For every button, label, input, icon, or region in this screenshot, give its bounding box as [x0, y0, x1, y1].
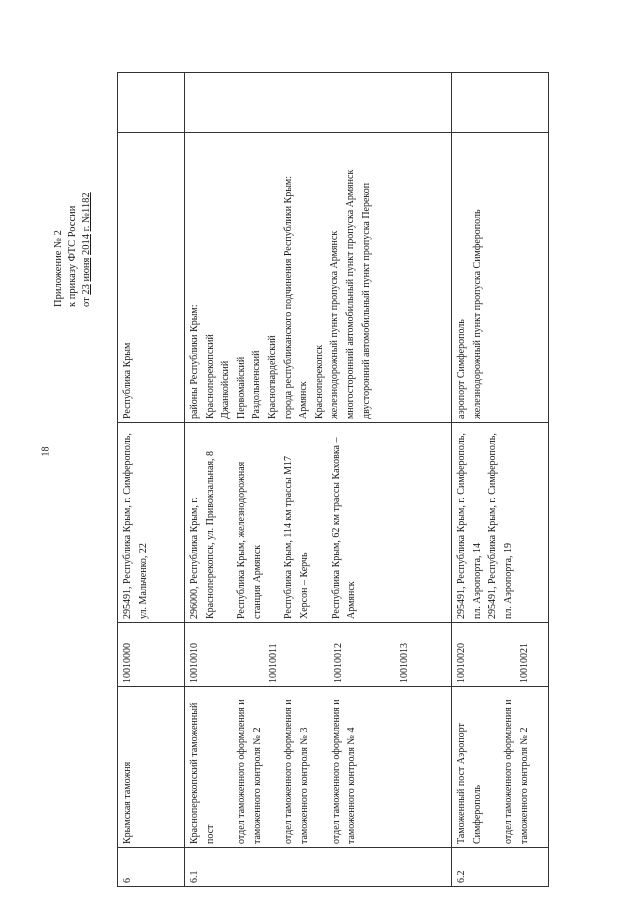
appendix-order-ref: к приказу ФТС России [67, 205, 78, 307]
office-code: 10010020 [456, 643, 467, 683]
date-year: 2014 [81, 234, 92, 255]
address-entry: 295491, Республика Крым, г. Симферополь, ул. Мальченко, 22 [122, 433, 149, 619]
empty-cell [452, 73, 549, 133]
office-name [452, 687, 549, 848]
region-line: районы Республики Крым: [189, 304, 200, 419]
appendix-header [52, 107, 94, 307]
region-line: Красноперекопский [204, 334, 216, 419]
region-line: железнодорожный пункт пропуска Симферополь [471, 209, 483, 419]
department-name: отдел таможенного оформления и таможенного контроля № 3 [283, 699, 310, 844]
appendix-date-line [80, 107, 94, 307]
office-name: Крымская таможня [118, 687, 185, 848]
office-codes [118, 623, 185, 687]
rotated-page [0, 60, 640, 905]
order-number: 1182 [81, 192, 92, 213]
office-code: 10010012 [333, 643, 345, 683]
date-prefix: от [81, 297, 92, 307]
office-code: 10010000 [122, 643, 133, 683]
office-address [185, 423, 452, 623]
address-entry: 296000, Республика Крым, г. Красноперекопск, ул. Привокзальная, 8 [189, 450, 216, 619]
office-code: 10010010 [189, 643, 200, 683]
competence-region [185, 133, 452, 423]
region-line: города республиканского подчинения Республики Крым: [282, 175, 294, 419]
address-entry: 295491, Республика Крым, г. Симферополь, пл. Аэропорта, 19 [487, 433, 514, 619]
empty-cell [118, 73, 185, 133]
row-number: 6.2 [452, 848, 549, 887]
page-number: 18 [40, 446, 52, 457]
empty-cell [185, 73, 452, 133]
region-line: Армянск [298, 381, 310, 419]
department-name: отдел таможенного оформления и таможенного контроля № 2 [236, 699, 263, 844]
region-line: многосторонний автомобильный пункт пропуска Армянск [344, 169, 356, 419]
address-entry: 295491, Республика Крым, г. Симферополь, пл. Аэропорта, 14 [456, 433, 483, 619]
office-address [452, 423, 549, 623]
row-number: 6 [118, 848, 185, 887]
region-line: Первомайский [235, 356, 247, 419]
table-row [118, 73, 185, 887]
post-name: Таможенный пост Аэропорт Симферополь [456, 723, 483, 844]
post-name: Красноперекопский таможенный пост [189, 702, 216, 844]
table-row [452, 73, 549, 887]
office-codes [185, 623, 452, 687]
office-address [118, 423, 185, 623]
department-name: отдел таможенного оформления и таможенного контроля № 4 [330, 699, 358, 844]
address-entry: Республика Крым, железнодорожная станция Армянск [236, 461, 263, 619]
office-codes [452, 623, 549, 687]
region-line: Красногвардейский [266, 335, 278, 419]
department-name: отдел таможенного оформления и таможенного контроля № 2 [503, 699, 530, 844]
appendix-title: Приложение № 2 [53, 230, 64, 307]
table-row [185, 73, 452, 887]
customs-table [117, 72, 549, 887]
competence-region [452, 133, 549, 423]
office-code: 10010013 [398, 643, 410, 683]
address-entry: Республика Крым, 114 км трассы М17 Херсон – Керчь [283, 455, 310, 619]
region-line: аэропорт Симферополь [456, 319, 467, 419]
region-line: Красноперекопск [313, 344, 325, 419]
competence-region: Республика Крым [118, 133, 185, 423]
date-suffix: г. № [81, 212, 92, 232]
address-entry: Республика Крым, 62 км трассы Каховка – Армянск [330, 437, 358, 619]
row-number: 6.1 [185, 848, 452, 887]
region-line: Джанкойский [220, 360, 232, 419]
region-line: двусторонний автомобильный пункт пропуска Перекоп [360, 182, 372, 419]
region-line: железнодорожный пункт пропуска Армянск [329, 230, 341, 419]
date-month: июня [81, 257, 92, 282]
region-line: Раздольненский [251, 350, 263, 419]
office-code: 10010021 [518, 643, 530, 683]
date-day: 23 [81, 284, 92, 295]
office-code: 10010011 [267, 643, 279, 683]
office-name [185, 687, 452, 848]
